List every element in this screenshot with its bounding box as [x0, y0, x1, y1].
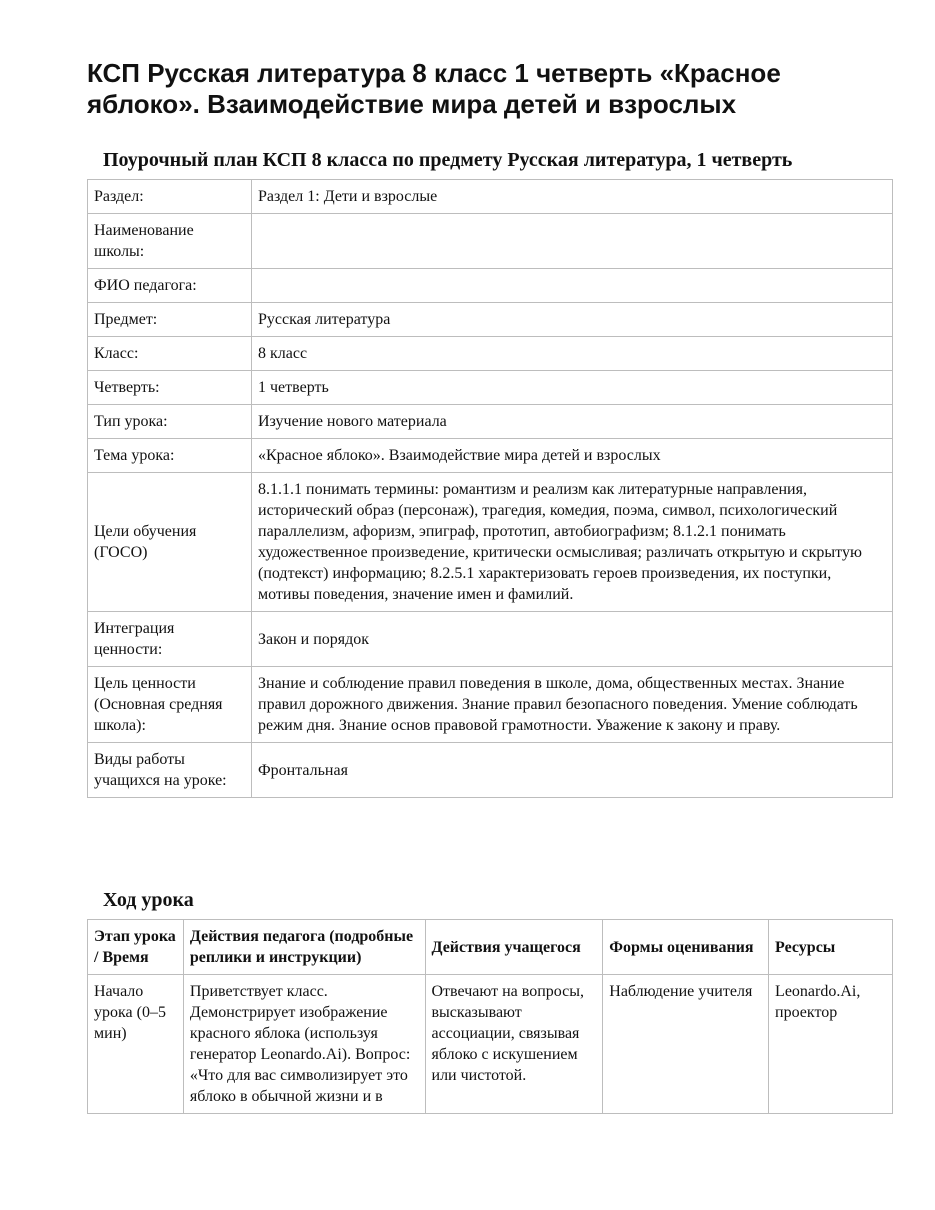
- row-value: Закон и порядок: [252, 612, 893, 667]
- column-header: Действия педагога (подробные реплики и инструкции): [183, 920, 425, 975]
- table-row: [88, 180, 893, 214]
- column-header: Этап урока / Время: [88, 920, 184, 975]
- table-cell: Начало урока (0–5 мин): [88, 975, 184, 1114]
- row-label: Цели обучения (ГОСО): [88, 473, 252, 612]
- table-row: [88, 667, 893, 743]
- row-value: 8 класс: [252, 337, 893, 371]
- row-value: «Красное яблоко». Взаимодействие мира детей и взрослых: [252, 439, 893, 473]
- page-title: КСП Русская литература 8 класс 1 четверть «Красное яблоко». Взаимодействие мира детей и взрослых: [87, 58, 781, 119]
- lesson-info-table: [87, 179, 893, 798]
- lesson-heading: Ход урока: [103, 889, 194, 911]
- row-value: Раздел 1: Дети и взрослые: [252, 180, 893, 214]
- row-value: [252, 269, 893, 303]
- table-header-row: [88, 920, 893, 975]
- row-value: [252, 214, 893, 269]
- row-label: Цель ценности (Основная средняя школа):: [88, 667, 252, 743]
- table-row: [88, 743, 893, 798]
- plan-heading: Поурочный план КСП 8 класса по предмету Русская литература, 1 четверть: [103, 149, 793, 171]
- table-row: [88, 214, 893, 269]
- table-cell: Наблюдение учителя: [603, 975, 769, 1114]
- row-value: 8.1.1.1 понимать термины: романтизм и реализм как литературные направления, исторический образ (персонаж), трагедия, комедия, поэма, символ, психологический параллелизм, афоризм, эпиграф, прототип, автобиографизм; 8.1.2.1 понимать художественное произведение, критически осмысливая; различать открытую и скрытую (подтекст) информацию; 8.2.5.1 характеризовать героев произведения, их поступки, мотивы поведения, значение имен и фамилий.: [252, 473, 893, 612]
- row-label: Предмет:: [88, 303, 252, 337]
- table-row: [88, 473, 893, 612]
- table-row: [88, 975, 893, 1114]
- row-label: Интеграция ценности:: [88, 612, 252, 667]
- table-cell: Приветствует класс. Демонстрирует изображение красного яблока (используя генератор Leonardo.Ai). Вопрос: «Что для вас символизирует это яблоко в обычной жизни и в: [183, 975, 425, 1114]
- table-cell: Leonardo.Ai, проектор: [769, 975, 893, 1114]
- table-cell: Отвечают на вопросы, высказывают ассоциации, связывая яблоко с искушением или чистотой.: [425, 975, 603, 1114]
- column-header: Действия учащегося: [425, 920, 603, 975]
- row-label: Четверть:: [88, 371, 252, 405]
- row-label: Раздел:: [88, 180, 252, 214]
- row-value: Изучение нового материала: [252, 405, 893, 439]
- row-label: Тип урока:: [88, 405, 252, 439]
- table-row: [88, 439, 893, 473]
- row-label: Тема урока:: [88, 439, 252, 473]
- table-row: [88, 371, 893, 405]
- table-row: [88, 303, 893, 337]
- row-label: Виды работы учащихся на уроке:: [88, 743, 252, 798]
- table-row: [88, 337, 893, 371]
- row-value: Фронтальная: [252, 743, 893, 798]
- table-row: [88, 612, 893, 667]
- row-label: Класс:: [88, 337, 252, 371]
- row-label: Наименование школы:: [88, 214, 252, 269]
- row-value: 1 четверть: [252, 371, 893, 405]
- row-value: Русская литература: [252, 303, 893, 337]
- table-row: [88, 405, 893, 439]
- row-value: Знание и соблюдение правил поведения в школе, дома, общественных местах. Знание правил дорожного движения. Знание правил безопасного поведения. Умение соблюдать режим дня. Знание основ правовой грамотности. Уважение к закону и праву.: [252, 667, 893, 743]
- column-header: Формы оценивания: [603, 920, 769, 975]
- table-row: [88, 269, 893, 303]
- row-label: ФИО педагога:: [88, 269, 252, 303]
- lesson-progress-table: [87, 919, 893, 1114]
- column-header: Ресурсы: [769, 920, 893, 975]
